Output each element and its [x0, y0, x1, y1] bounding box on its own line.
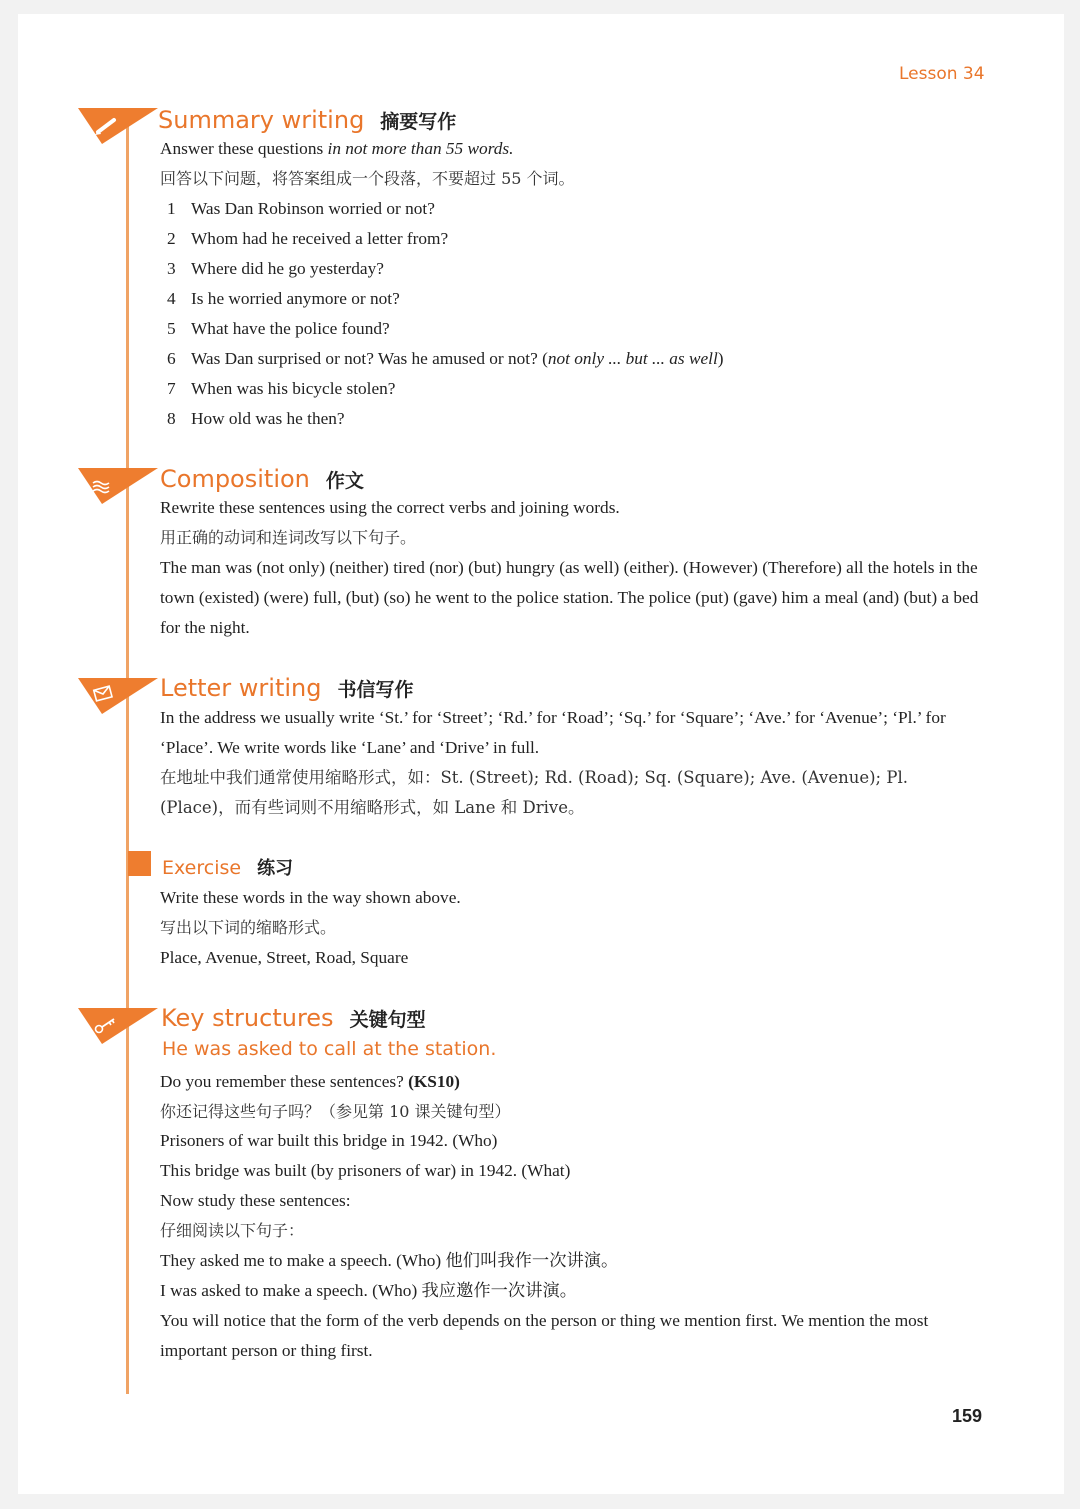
question-number: 6 — [167, 349, 176, 368]
question-text: How old was he then? — [191, 409, 345, 428]
exercise-instruction: Write these words in the way shown above. — [160, 888, 461, 907]
exercise-heading — [162, 854, 293, 880]
question-item — [167, 404, 345, 434]
question-item — [167, 374, 395, 404]
key-question-plain: Do you remember these sentences? — [160, 1072, 409, 1091]
question-text: Where did he go yesterday? — [191, 259, 384, 278]
key-icon — [78, 1006, 160, 1058]
exercise-instruction-cn: 写出以下词的缩略形式。 — [160, 918, 337, 937]
question-text: When was his bicycle stolen? — [191, 379, 396, 398]
question-number: 8 — [167, 409, 176, 428]
question-number: 2 — [167, 229, 176, 248]
letter-heading — [160, 674, 414, 702]
waves-icon — [78, 466, 160, 518]
question-item — [167, 194, 435, 224]
question-number: 1 — [167, 199, 176, 218]
question-text: Is he worried anymore or not? — [191, 289, 400, 308]
question-text: Whom had he received a letter from? — [191, 229, 449, 248]
summary-title: Summary writing — [158, 106, 365, 134]
key-study: Now study these sentences: — [160, 1191, 351, 1210]
summary-instruction — [160, 134, 513, 164]
exercise-marker — [128, 851, 151, 876]
question-number: 3 — [167, 259, 176, 278]
composition-title: Composition — [160, 465, 310, 493]
question-item — [167, 224, 448, 254]
letter-title-cn: 书信写作 — [337, 679, 414, 701]
question-item — [167, 254, 384, 284]
key-note: You will notice that the form of the verb depends on the person or thing we mention first. We mention the most important person or thing first. — [160, 1311, 929, 1360]
key-example: They asked me to make a speech. (Who) 他们叫我作一次讲演。 — [160, 1251, 619, 1270]
summary-heading — [158, 106, 456, 134]
composition-heading — [160, 465, 364, 493]
key-heading — [161, 1004, 426, 1032]
letter-title: Letter writing — [160, 674, 322, 702]
exercise-words: Place, Avenue, Street, Road, Square — [160, 948, 409, 967]
key-example: This bridge was built (by prisoners of war) in 1942. (What) — [160, 1161, 571, 1180]
key-example: I was asked to make a speech. (Who) 我应邀作一次讲演。 — [160, 1281, 578, 1300]
summary-instruction-italic: in not more than 55 words. — [327, 139, 514, 158]
pencil-icon — [78, 106, 160, 158]
letter-paragraph: In the address we usually write ‘St.’ for ‘Street’; ‘Rd.’ for ‘Road’; ‘Sq.’ for ‘Square’; ‘Ave.’ for ‘Avenue’; ‘Pl.’ for ‘Place’. We write words like ‘Lane’ and ‘Drive’ in full. — [160, 708, 946, 757]
key-title: Key structures — [161, 1004, 334, 1032]
summary-instruction-cn: 回答以下问题，将答案组成一个段落，不要超过 55 个词。 — [160, 169, 575, 188]
question-hint: not only ... but ... as well — [547, 349, 718, 368]
composition-title-cn: 作文 — [325, 470, 364, 492]
key-question — [160, 1067, 460, 1097]
letter-paragraph-cn: 在地址中我们通常使用缩略形式，如：St. (Street); Rd. (Road); Sq. (Square); Ave. (Avenue); Pl. (Place)，而有些词则不用缩略形式，如 Lane 和 Drive。 — [160, 768, 908, 817]
question-number: 4 — [167, 289, 176, 308]
composition-instruction: Rewrite these sentences using the correct verbs and joining words. — [160, 498, 620, 517]
question-number: 5 — [167, 319, 176, 338]
page-number: 159 — [952, 1406, 983, 1426]
question-number: 7 — [167, 379, 176, 398]
key-example: Prisoners of war built this bridge in 1942. (Who) — [160, 1131, 498, 1150]
exercise-title: Exercise — [162, 857, 242, 879]
summary-instruction-plain: Answer these questions — [160, 139, 328, 158]
question-item — [167, 314, 390, 344]
question-item — [167, 284, 400, 314]
lesson-label: Lesson 34 — [899, 64, 985, 84]
question-item — [167, 344, 724, 374]
envelope-icon — [78, 676, 160, 728]
composition-instruction-cn: 用正确的动词和连词改写以下句子。 — [160, 528, 417, 547]
question-text: Was Dan Robinson worried or not? — [191, 199, 435, 218]
margin-rule — [126, 122, 129, 1394]
exercise-title-cn: 练习 — [257, 858, 294, 879]
composition-paragraph: The man was (not only) (neither) tired (nor) (but) hungry (as well) (either). (However) (Therefore) all the hotels in the town (existed) (were) full, (but) (so) he went to the police station. The police (put) (gave) him a meal (and) (but) a bed for the night. — [160, 558, 979, 637]
question-text: What have the police found? — [191, 319, 390, 338]
question-text: Was Dan surprised or not? Was he amused or not? ( — [191, 349, 548, 368]
key-question-cn: 你还记得这些句子吗？（参见第 10 课关键句型） — [160, 1102, 511, 1121]
key-question-ref: (KS10) — [408, 1072, 460, 1091]
key-study-cn: 仔细阅读以下句子： — [160, 1221, 305, 1240]
question-tail: ) — [717, 349, 724, 368]
key-subtitle: He was asked to call at the station. — [162, 1038, 497, 1060]
summary-title-cn: 摘要写作 — [380, 111, 457, 133]
key-title-cn: 关键句型 — [349, 1009, 426, 1031]
